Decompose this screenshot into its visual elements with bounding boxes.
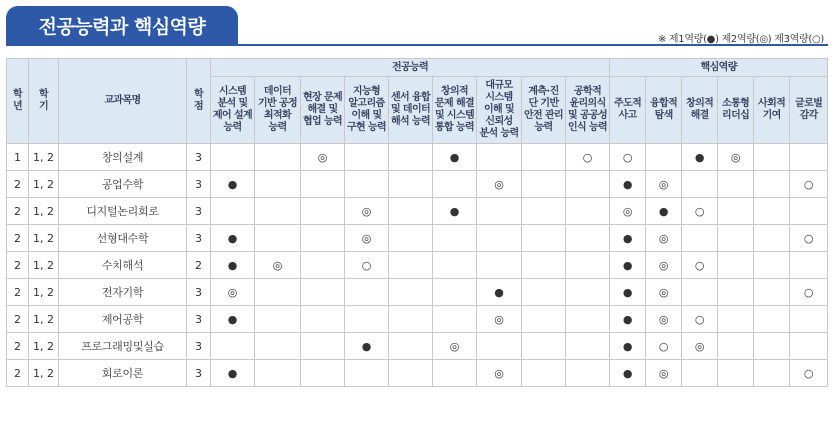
cell-competency-mark <box>522 144 566 171</box>
cell-competency-mark: ◎ <box>345 198 389 225</box>
cell-competency-mark: ◎ <box>477 306 522 333</box>
cell-credits: 2 <box>187 252 211 279</box>
header-major-competency: 데이터 기반 공정 최적화 능력 <box>255 77 301 144</box>
cell-competency-mark: ◎ <box>646 306 682 333</box>
cell-competency-mark: ◎ <box>301 144 345 171</box>
cell-competency-mark: ● <box>211 306 255 333</box>
cell-credits: 3 <box>187 144 211 171</box>
header-core-competency: 글로벌 감각 <box>790 77 828 144</box>
table-row <box>7 279 828 306</box>
table-row <box>7 306 828 333</box>
cell-competency-mark <box>389 144 433 171</box>
cell-semester: 1, 2 <box>29 171 59 198</box>
cell-competency-mark: ● <box>433 144 477 171</box>
cell-competency-mark: ● <box>682 144 718 171</box>
cell-competency-mark <box>790 252 828 279</box>
competency-matrix-table <box>6 58 828 387</box>
cell-competency-mark <box>389 171 433 198</box>
cell-competency-mark <box>718 279 754 306</box>
header-core-competency: 창의적 해결 <box>682 77 718 144</box>
cell-credits: 3 <box>187 198 211 225</box>
cell-competency-mark <box>718 360 754 387</box>
cell-competency-mark <box>566 333 610 360</box>
header-group-core: 핵심역량 <box>610 59 828 77</box>
cell-competency-mark <box>566 225 610 252</box>
cell-competency-mark <box>301 279 345 306</box>
cell-competency-mark <box>718 225 754 252</box>
cell-competency-mark <box>790 306 828 333</box>
table-row <box>7 144 828 171</box>
cell-competency-mark <box>255 144 301 171</box>
header-major-competency: 시스템 분석 및 제어 설계 능력 <box>211 77 255 144</box>
cell-competency-mark: ● <box>610 225 646 252</box>
cell-year: 2 <box>7 252 29 279</box>
table-row <box>7 360 828 387</box>
cell-competency-mark: ○ <box>682 306 718 333</box>
table-row <box>7 225 828 252</box>
cell-year: 2 <box>7 333 29 360</box>
cell-competency-mark <box>522 360 566 387</box>
cell-competency-mark: ● <box>345 333 389 360</box>
cell-course: 창의설계 <box>59 144 187 171</box>
cell-competency-mark <box>345 171 389 198</box>
cell-competency-mark <box>754 171 790 198</box>
header-semester: 학 기 <box>29 59 59 144</box>
cell-competency-mark: ● <box>610 333 646 360</box>
cell-competency-mark <box>211 333 255 360</box>
cell-competency-mark <box>433 171 477 198</box>
header-major-competency: 계측·진 단 기반 안전 관리 능력 <box>522 77 566 144</box>
cell-semester: 1, 2 <box>29 225 59 252</box>
cell-competency-mark: ● <box>646 198 682 225</box>
cell-semester: 1, 2 <box>29 279 59 306</box>
cell-competency-mark <box>682 171 718 198</box>
cell-competency-mark: ○ <box>345 252 389 279</box>
cell-competency-mark <box>211 144 255 171</box>
cell-competency-mark: ● <box>610 306 646 333</box>
header-core-competency: 융합적 탐색 <box>646 77 682 144</box>
cell-competency-mark <box>433 360 477 387</box>
cell-competency-mark: ◎ <box>255 252 301 279</box>
cell-competency-mark <box>522 306 566 333</box>
cell-competency-mark: ● <box>211 171 255 198</box>
cell-competency-mark <box>682 360 718 387</box>
cell-competency-mark <box>301 306 345 333</box>
cell-competency-mark <box>301 225 345 252</box>
cell-competency-mark <box>682 225 718 252</box>
cell-semester: 1, 2 <box>29 333 59 360</box>
cell-competency-mark: ● <box>610 252 646 279</box>
cell-competency-mark <box>389 333 433 360</box>
header-core-competency: 소통형 리더십 <box>718 77 754 144</box>
cell-competency-mark <box>754 252 790 279</box>
cell-competency-mark <box>477 144 522 171</box>
cell-competency-mark <box>477 225 522 252</box>
cell-competency-mark <box>345 306 389 333</box>
header-credits: 학 점 <box>187 59 211 144</box>
cell-competency-mark: ● <box>610 171 646 198</box>
cell-competency-mark <box>477 333 522 360</box>
cell-competency-mark: ◎ <box>682 333 718 360</box>
table-row <box>7 198 828 225</box>
cell-competency-mark: ● <box>433 198 477 225</box>
cell-year: 2 <box>7 198 29 225</box>
cell-competency-mark <box>754 360 790 387</box>
cell-competency-mark: ○ <box>610 144 646 171</box>
cell-competency-mark <box>522 225 566 252</box>
cell-competency-mark <box>389 360 433 387</box>
cell-competency-mark: ○ <box>790 279 828 306</box>
header-core-competency: 주도적 사고 <box>610 77 646 144</box>
cell-credits: 3 <box>187 306 211 333</box>
cell-competency-mark <box>255 306 301 333</box>
cell-competency-mark <box>522 279 566 306</box>
cell-competency-mark: ◎ <box>345 225 389 252</box>
cell-competency-mark <box>255 198 301 225</box>
header-major-competency: 공학적 윤리의식 및 공공성 인식 능력 <box>566 77 610 144</box>
cell-course: 회로이론 <box>59 360 187 387</box>
cell-competency-mark <box>646 144 682 171</box>
cell-competency-mark <box>790 144 828 171</box>
cell-semester: 1, 2 <box>29 252 59 279</box>
cell-competency-mark <box>754 306 790 333</box>
header-major-competency: 센서 융합 및 데이터 해석 능력 <box>389 77 433 144</box>
table-row <box>7 333 828 360</box>
cell-competency-mark <box>718 333 754 360</box>
table-row <box>7 252 828 279</box>
cell-competency-mark <box>255 225 301 252</box>
header-year: 학 년 <box>7 59 29 144</box>
cell-course: 디지털논리회로 <box>59 198 187 225</box>
cell-competency-mark <box>754 225 790 252</box>
cell-competency-mark <box>345 144 389 171</box>
cell-competency-mark <box>389 198 433 225</box>
cell-competency-mark: ◎ <box>211 279 255 306</box>
cell-competency-mark <box>433 279 477 306</box>
header-core-competency: 사회적 기여 <box>754 77 790 144</box>
cell-competency-mark: ● <box>211 252 255 279</box>
page-title: 전공능력과 핵심역량 <box>6 6 238 44</box>
cell-credits: 3 <box>187 171 211 198</box>
cell-competency-mark <box>345 360 389 387</box>
cell-competency-mark: ◎ <box>477 171 522 198</box>
cell-competency-mark <box>754 144 790 171</box>
header-major-competency: 지능형 알고리즘 이해 및 구현 능력 <box>345 77 389 144</box>
cell-competency-mark <box>522 252 566 279</box>
cell-competency-mark: ○ <box>790 225 828 252</box>
cell-competency-mark <box>566 198 610 225</box>
cell-course: 전자기학 <box>59 279 187 306</box>
cell-competency-mark <box>718 306 754 333</box>
cell-year: 2 <box>7 225 29 252</box>
cell-competency-mark: ◎ <box>718 144 754 171</box>
cell-year: 1 <box>7 144 29 171</box>
cell-competency-mark <box>389 279 433 306</box>
cell-competency-mark <box>255 360 301 387</box>
cell-competency-mark <box>301 333 345 360</box>
cell-competency-mark <box>754 198 790 225</box>
cell-competency-mark: ● <box>477 279 522 306</box>
legend-note: ※ 제1역량(●) 제2역량(◎) 제3역량(○) <box>657 34 824 45</box>
cell-competency-mark: ○ <box>790 171 828 198</box>
cell-competency-mark <box>433 252 477 279</box>
cell-competency-mark <box>790 198 828 225</box>
header-course: 교과목명 <box>59 59 187 144</box>
cell-competency-mark <box>345 279 389 306</box>
cell-competency-mark <box>522 333 566 360</box>
cell-competency-mark: ◎ <box>610 198 646 225</box>
cell-competency-mark <box>754 279 790 306</box>
cell-competency-mark: ◎ <box>477 360 522 387</box>
cell-credits: 3 <box>187 279 211 306</box>
cell-semester: 1, 2 <box>29 306 59 333</box>
cell-competency-mark <box>566 306 610 333</box>
cell-competency-mark <box>718 252 754 279</box>
table-row <box>7 171 828 198</box>
header-major-competency: 창의적 문제 해결 및 시스템 통합 능력 <box>433 77 477 144</box>
cell-competency-mark: ○ <box>790 360 828 387</box>
cell-competency-mark <box>566 360 610 387</box>
header-group-major: 전공능력 <box>211 59 610 77</box>
cell-competency-mark <box>790 333 828 360</box>
cell-competency-mark <box>566 252 610 279</box>
cell-credits: 3 <box>187 333 211 360</box>
cell-competency-mark: ● <box>610 360 646 387</box>
cell-competency-mark: ◎ <box>646 279 682 306</box>
cell-year: 2 <box>7 171 29 198</box>
cell-competency-mark <box>301 252 345 279</box>
cell-credits: 3 <box>187 360 211 387</box>
cell-competency-mark <box>389 225 433 252</box>
cell-competency-mark <box>255 171 301 198</box>
cell-competency-mark <box>718 198 754 225</box>
cell-competency-mark <box>754 333 790 360</box>
cell-semester: 1, 2 <box>29 144 59 171</box>
cell-competency-mark <box>566 171 610 198</box>
cell-competency-mark <box>566 279 610 306</box>
cell-competency-mark: ● <box>211 225 255 252</box>
cell-competency-mark: ◎ <box>433 333 477 360</box>
cell-competency-mark: ◎ <box>646 225 682 252</box>
cell-competency-mark: ◎ <box>646 252 682 279</box>
cell-competency-mark <box>522 198 566 225</box>
cell-credits: 3 <box>187 225 211 252</box>
cell-competency-mark <box>433 225 477 252</box>
cell-competency-mark: ○ <box>646 333 682 360</box>
cell-year: 2 <box>7 279 29 306</box>
cell-semester: 1, 2 <box>29 198 59 225</box>
cell-competency-mark: ◎ <box>646 360 682 387</box>
cell-competency-mark <box>433 306 477 333</box>
cell-competency-mark <box>255 333 301 360</box>
cell-competency-mark <box>389 306 433 333</box>
cell-competency-mark <box>389 252 433 279</box>
cell-competency-mark <box>301 360 345 387</box>
cell-competency-mark <box>477 198 522 225</box>
cell-competency-mark: ● <box>211 360 255 387</box>
cell-competency-mark: ○ <box>566 144 610 171</box>
cell-competency-mark <box>301 171 345 198</box>
cell-year: 2 <box>7 306 29 333</box>
cell-course: 수치해석 <box>59 252 187 279</box>
cell-course: 제어공학 <box>59 306 187 333</box>
cell-competency-mark <box>211 198 255 225</box>
cell-competency-mark <box>255 279 301 306</box>
cell-competency-mark <box>522 171 566 198</box>
cell-course: 공업수학 <box>59 171 187 198</box>
cell-course: 선형대수학 <box>59 225 187 252</box>
cell-competency-mark <box>477 252 522 279</box>
cell-competency-mark: ● <box>610 279 646 306</box>
cell-course: 프로그래밍및실습 <box>59 333 187 360</box>
cell-competency-mark <box>682 279 718 306</box>
cell-competency-mark <box>301 198 345 225</box>
cell-competency-mark: ○ <box>682 252 718 279</box>
cell-semester: 1, 2 <box>29 360 59 387</box>
cell-competency-mark: ◎ <box>646 171 682 198</box>
cell-year: 2 <box>7 360 29 387</box>
cell-competency-mark <box>718 171 754 198</box>
header-major-competency: 현장 문제 해결 및 협업 능력 <box>301 77 345 144</box>
header-major-competency: 대규모 시스템 이해 및 신뢰성 분석 능력 <box>477 77 522 144</box>
cell-competency-mark: ○ <box>682 198 718 225</box>
